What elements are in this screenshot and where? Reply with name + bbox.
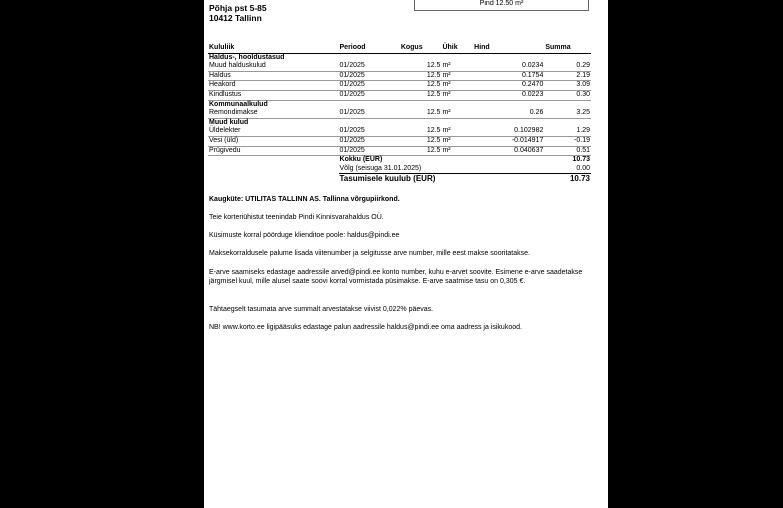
cell-sum: 0.51: [544, 146, 591, 156]
table-row: [208, 90, 591, 100]
cell-item: Heakord: [208, 81, 339, 91]
cell-sum: 2.19: [544, 71, 591, 81]
group-title: Kommunaalkulud: [209, 100, 268, 108]
cell-sum: 0.29: [544, 62, 591, 71]
cell-unit: m²: [441, 62, 473, 71]
cell-qty: 12.5: [400, 127, 442, 136]
einvoice-note: E-arve saamiseks edastage aadressile arved@pindi.ee konto number, kuhu e-arvet soovite. Esimene e-arve saadetakse järgmisel kuul, mille alusel saate soovi korral vormistada püsimakse. E-arve saatmise tasu on 0,305 €.: [209, 269, 583, 285]
cell-item: Prügivedu: [208, 146, 339, 156]
cell-unit: m²: [441, 81, 473, 91]
cell-period: 01/2025: [339, 136, 400, 146]
header-item: Kululiik: [208, 44, 339, 53]
cell-price: 0.26: [473, 109, 544, 118]
cell-unit: m²: [441, 109, 473, 118]
cell-item: Haldus: [208, 71, 339, 81]
debt-row: [208, 165, 591, 174]
table-row: [208, 81, 591, 91]
cell-period: 01/2025: [339, 81, 400, 91]
header-qty: Kogus: [400, 44, 442, 53]
group-title: Haldus-, hooldustasud: [209, 53, 285, 61]
header-sum: Summa: [544, 44, 591, 53]
cell-unit: m²: [441, 90, 473, 100]
total-value: 10.73: [544, 156, 591, 165]
cell-price: 0.102982: [473, 127, 544, 136]
table-row: [208, 136, 591, 146]
header-price: Hind: [473, 44, 544, 53]
cell-qty: 12.5: [400, 71, 442, 81]
cell-unit: m²: [441, 146, 473, 156]
cell-price: -0.014917: [473, 136, 544, 146]
payment-ref-note: Maksekorraldusele palume lisada viitenumber ja selgitusse arve number, mille eest makse sooritatakse.: [209, 250, 530, 257]
table-row: [208, 146, 591, 156]
header-unit: Ühik: [441, 44, 473, 53]
table-row: [208, 62, 591, 71]
group-row: [208, 53, 591, 62]
cell-unit: m²: [441, 127, 473, 136]
cell-sum: 0.30: [544, 90, 591, 100]
group-title: Muud kulud: [209, 118, 249, 126]
cell-item: Kindlustus: [208, 90, 339, 100]
area-box: Pind 12.50 m²: [414, 0, 589, 11]
service-note: Teie korteriühistut teenindab Pindi Kinnisvarahaldus OÜ.: [209, 214, 384, 221]
cell-qty: 12.5: [400, 81, 442, 91]
cell-qty: 12.5: [400, 146, 442, 156]
cell-item: Vesi (üld): [208, 136, 339, 146]
cell-price: 0.1754: [473, 71, 544, 81]
invoice-page: [204, 0, 608, 508]
cell-sum: -0.19: [544, 136, 591, 146]
address-city: 10412 Tallinn: [209, 13, 262, 23]
table-row: [208, 127, 591, 136]
debt-label: Võlg (seisuga 31.01.2025): [339, 164, 422, 172]
table-row: [208, 71, 591, 81]
invoice-body: [208, 53, 591, 156]
group-row: [208, 118, 591, 127]
header-period: Periood: [339, 44, 400, 53]
cell-sum: 3.25: [544, 109, 591, 118]
pay-row: [208, 174, 591, 184]
cell-period: 01/2025: [339, 62, 400, 71]
group-row: [208, 100, 591, 109]
cell-period: 01/2025: [339, 109, 400, 118]
debt-value: 0.00: [576, 164, 590, 172]
pay-label: Tasumisele kuulub (EUR): [339, 174, 545, 184]
cell-unit: m²: [441, 71, 473, 81]
cell-item: Üldelekter: [208, 127, 339, 136]
cell-price: 0.2470: [473, 81, 544, 91]
cell-qty: 12.5: [400, 109, 442, 118]
cell-sum: 1.29: [544, 127, 591, 136]
cell-unit: m²: [441, 136, 473, 146]
cell-period: 01/2025: [339, 146, 400, 156]
cell-period: 01/2025: [339, 90, 400, 100]
cell-item: Remondimakse: [208, 109, 339, 118]
cell-period: 01/2025: [339, 127, 400, 136]
cell-period: 01/2025: [339, 71, 400, 81]
pay-value: 10.73: [544, 174, 591, 184]
cell-qty: 12.5: [400, 90, 442, 100]
cell-price: 0.0223: [473, 90, 544, 100]
total-row: [208, 156, 591, 165]
table-header: [208, 44, 591, 53]
table-row: [208, 109, 591, 118]
cell-price: 0.0234: [473, 62, 544, 71]
cell-qty: 12.5: [400, 62, 442, 71]
invoice-table: [208, 44, 591, 184]
total-label: Kokku (EUR): [339, 156, 545, 165]
late-fee-note: Tähtaegselt tasumata arve summalt arvestatakse viivist 0,022% päevas.: [209, 306, 434, 313]
address-street: Põhja pst 5-85: [209, 3, 267, 13]
cell-item: Muud halduskulud: [208, 62, 339, 71]
cell-qty: 12.5: [400, 136, 442, 146]
supplier-note: Kaugküte: UTILITAS TALLINN AS. Tallinna võrgupiirkond.: [209, 196, 400, 203]
contact-note: Küsimuste korral pöörduge klienditoe poole: haldus@pindi.ee: [209, 232, 400, 239]
cell-price: 0.040637: [473, 146, 544, 156]
korto-note: NB! www.korto.ee ligipääsuks edastage palun aadressile haldus@pindi.ee oma aadress ja isikukood.: [209, 324, 522, 331]
cell-sum: 3.09: [544, 81, 591, 91]
